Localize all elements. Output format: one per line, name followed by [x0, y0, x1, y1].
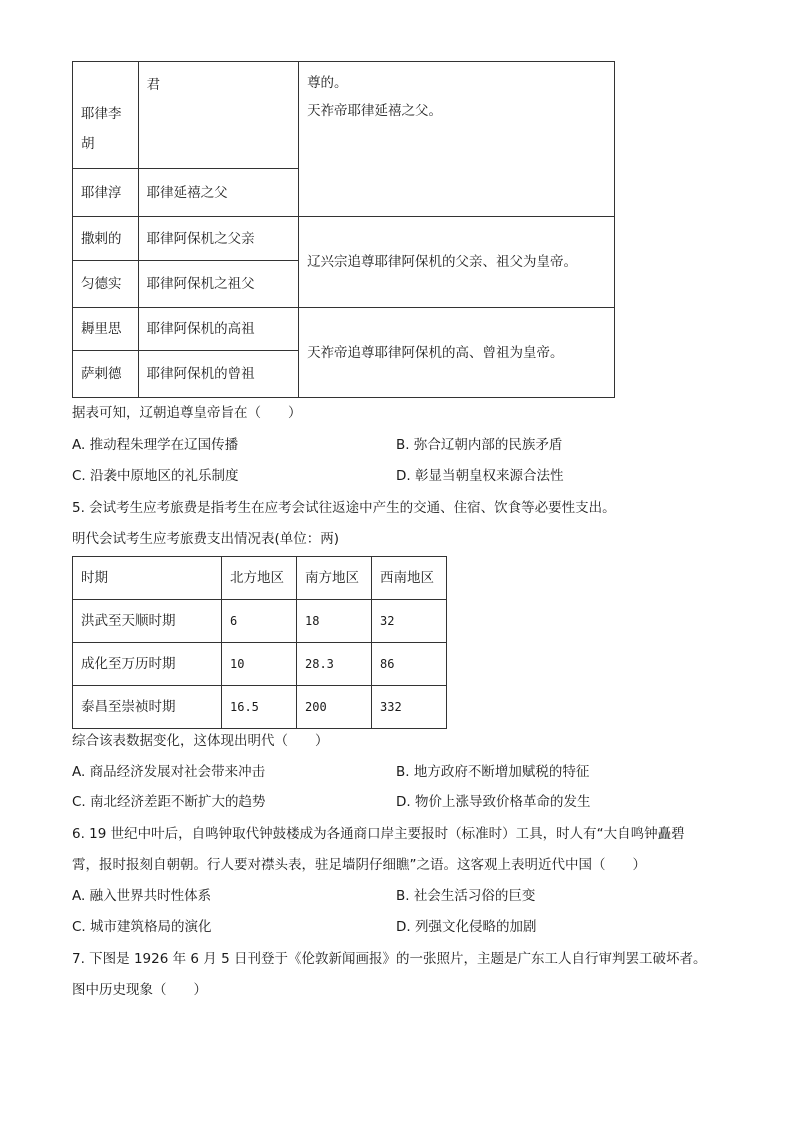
- q6-option-d: D. 列强文化侵略的加剧: [396, 919, 537, 935]
- q4-option-c: C. 沿袭中原地区的礼乐制度: [72, 468, 239, 484]
- table-cell: 86: [372, 643, 447, 686]
- q5-option-c: C. 南北经济差距不断扩大的趋势: [72, 794, 266, 810]
- table-cell-relation: 耶律阿保机之祖父: [138, 261, 298, 308]
- table-cell-relation: 耶律阿保机的高祖: [138, 308, 298, 351]
- table-row: [73, 308, 615, 351]
- table-cell: 28.3: [297, 643, 372, 686]
- travel-cost-table: [72, 556, 447, 729]
- table-cell: 10: [222, 643, 297, 686]
- table-cell-relation: 耶律延禧之父: [138, 169, 298, 217]
- table-cell-name: 匀德实: [73, 261, 139, 308]
- table-row: [73, 62, 615, 169]
- table-cell-note: [299, 62, 615, 217]
- table-cell: 泰昌至崇祯时期: [73, 686, 222, 729]
- q4-option-d: D. 彰显当朝皇权来源合法性: [396, 468, 564, 484]
- table-row: [73, 217, 615, 261]
- emperor-table: [72, 61, 615, 398]
- q5-stem: 综合该表数据变化，这体现出明代（ ）: [72, 733, 329, 749]
- table-cell-relation: 君: [138, 62, 298, 169]
- q5-option-a: A. 商品经济发展对社会带来冲击: [72, 764, 266, 780]
- q4-stem: 据表可知，辽朝追尊皇帝旨在（ ）: [72, 405, 302, 421]
- note-line: 天祚帝耶律延禧之父。: [307, 103, 443, 119]
- table-cell-relation: 耶律阿保机的曾祖: [138, 351, 298, 398]
- table-cell-name: 耶律李胡: [73, 62, 139, 169]
- q7-stem-line2: 图中历史现象（ ）: [72, 982, 207, 998]
- q5-intro: 5. 会试考生应考旅费是指考生在应考会试往返途中产生的交通、住宿、饮食等必要性支出。: [72, 500, 616, 516]
- table-cell-name: 撒剌的: [73, 217, 139, 261]
- table-cell: 洪武至天顺时期: [73, 600, 222, 643]
- q6-stem-line1: 6. 19 世纪中叶后，自鸣钟取代钟鼓楼成为各通商口岸主要报时（标准时）工具，时人有“大自鸣钟矗碧: [72, 826, 685, 842]
- table-cell-note: 辽兴宗追尊耶律阿保机的父亲、祖父为皇帝。: [299, 217, 615, 308]
- table-cell: 6: [222, 600, 297, 643]
- table-cell: 16.5: [222, 686, 297, 729]
- table-header-row: [73, 557, 447, 600]
- q5-table-title: 明代会试考生应考旅费支出情况表(单位：两): [72, 531, 340, 547]
- q4-option-a: A. 推动程朱理学在辽国传播: [72, 437, 239, 453]
- q6-option-c: C. 城市建筑格局的演化: [72, 919, 212, 935]
- table-row: [73, 643, 447, 686]
- table-cell-relation: 耶律阿保机之父亲: [138, 217, 298, 261]
- note-line: 尊的。: [307, 75, 348, 91]
- table-cell-name: 耶律淳: [73, 169, 139, 217]
- q6-stem-line2: 霄，报时报刻自朝朝。行人要对襟头表，驻足墙阴仔细瞧”之语。这客观上表明近代中国（ ）: [72, 857, 646, 873]
- q6-option-a: A. 融入世界共时性体系: [72, 888, 212, 904]
- q4-option-b: B. 弥合辽朝内部的民族矛盾: [396, 437, 563, 453]
- q5-option-b: B. 地方政府不断增加赋税的特征: [396, 764, 590, 780]
- table-row: [73, 600, 447, 643]
- q5-option-d: D. 物价上涨导致价格革命的发生: [396, 794, 591, 810]
- table-cell-name: 耨里思: [73, 308, 139, 351]
- header-cell: 西南地区: [372, 557, 447, 600]
- q6-option-b: B. 社会生活习俗的巨变: [396, 888, 536, 904]
- q7-stem-line1: 7. 下图是 1926 年 6 月 5 日刊登于《伦敦新闻画报》的一张照片，主题是广东工人自行审判罢工破坏者。: [72, 951, 707, 967]
- table-cell-note: 天祚帝追尊耶律阿保机的高、曾祖为皇帝。: [299, 308, 615, 398]
- header-cell: 南方地区: [297, 557, 372, 600]
- table-cell: 200: [297, 686, 372, 729]
- header-cell: 北方地区: [222, 557, 297, 600]
- table-cell: 332: [372, 686, 447, 729]
- table-cell-name: 萨剌德: [73, 351, 139, 398]
- table-cell: 成化至万历时期: [73, 643, 222, 686]
- table-cell: 32: [372, 600, 447, 643]
- header-cell: 时期: [73, 557, 222, 600]
- table-cell: 18: [297, 600, 372, 643]
- table-row: [73, 686, 447, 729]
